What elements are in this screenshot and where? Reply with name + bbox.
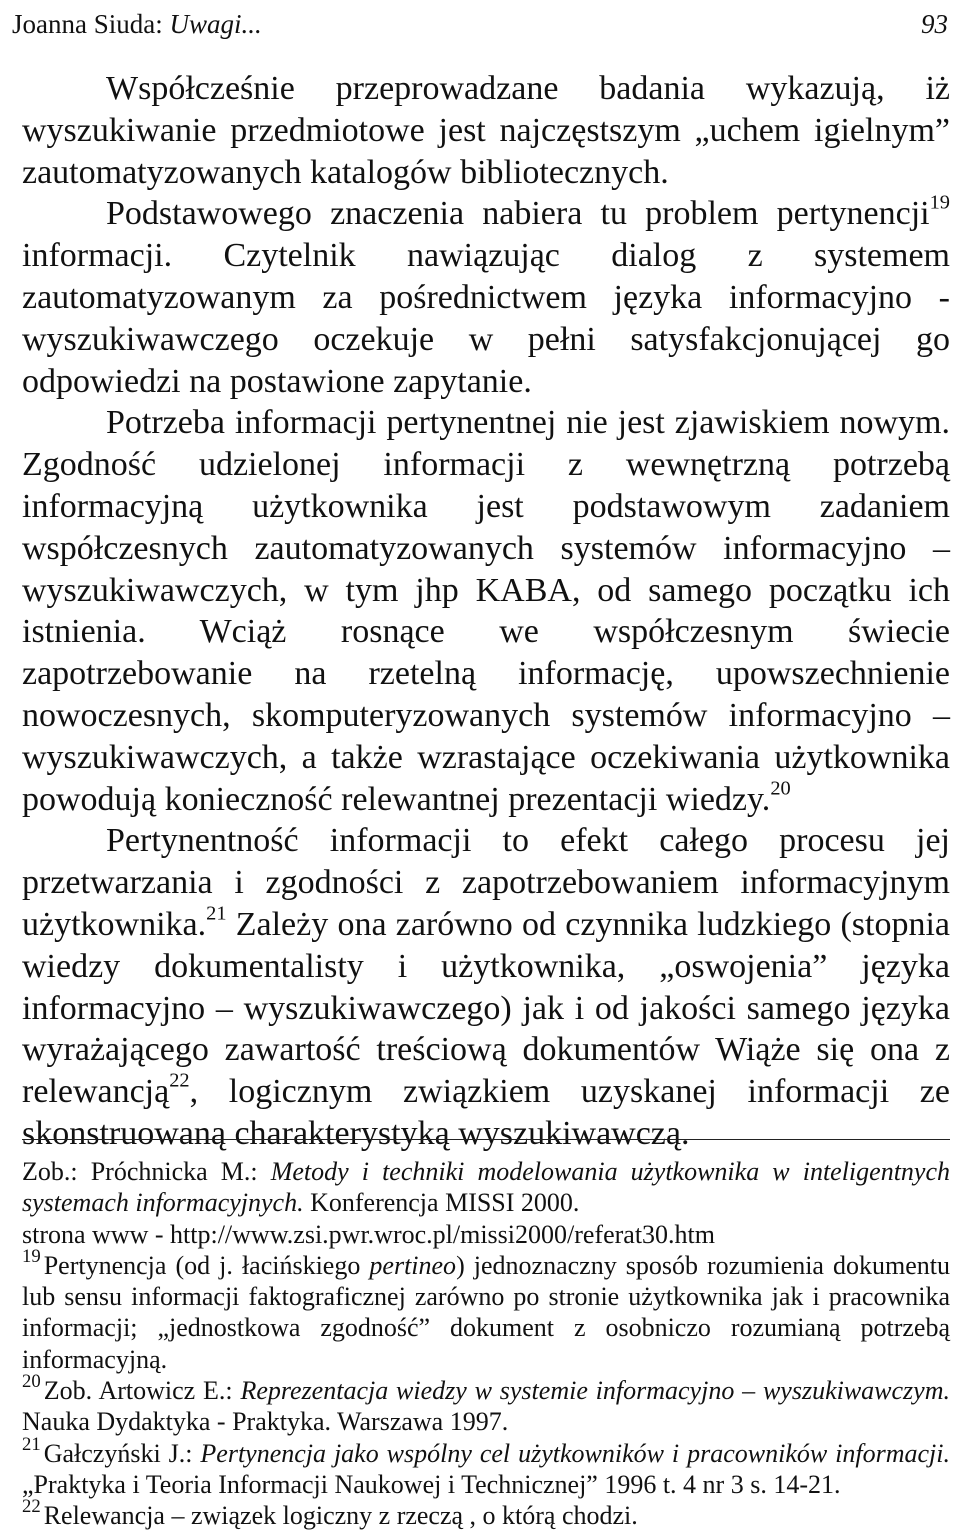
page-number: 93 [921,9,948,39]
paragraph-2-text-a: Podstawowego znaczenia nabiera tu problem pertynencji [106,195,930,233]
footnote-19 [22,1245,950,1375]
footnote-19-number: 19 [22,1245,41,1267]
footnote-22-number: 22 [22,1496,41,1518]
footnote-21-text-b: „Praktyka i Teoria Informacji Naukowej i Technicznej” 1996 t. 4 nr 3 s. 14-21. [22,1469,841,1499]
article-short-title: Uwagi... [169,9,262,39]
paragraph-4-text-a: Pertynentność informacji to efekt całego procesu jej przetwarzania i zgodności z zapotrzebowaniem informacyjnym użytkownika. [22,822,950,943]
paragraph-2 [22,193,950,402]
footnote-21-number: 21 [22,1433,41,1455]
footnote-20-text-a: Zob. Artowicz E.: [43,1376,241,1406]
paragraph-4-text-c: , logicznym związkiem uzyskanej informacji ze skonstruowaną charakterystyką wyszukiwawczą. [22,1073,950,1152]
footnote-21-text-a: Gałczyński J.: [43,1438,201,1468]
body-text [22,68,950,1155]
footnote-22-text: Relewancja – związek logiczny z rzeczą , o którą chodzi. [43,1501,638,1531]
footnote-url-text: strona www - http://www.zsi.pwr.wroc.pl/missi2000/referat30.htm [22,1219,715,1249]
paragraph-1-text: Współcześnie przeprowadzane badania wykazują, iż wyszukiwanie przedmiotowe jest najczęstszym „uchem igielnym” zautomatyzowanych katalogów bibliotecznych. [22,70,950,191]
author-name: Joanna Siuda: [12,9,170,39]
footnote-ref-20: 20 [770,777,791,800]
footnote-19-term: pertineo [369,1250,457,1280]
paragraph-3-text: Potrzeba informacji pertynentnej nie jest zjawiskiem nowym. Zgodność udzielonej informacji z wewnętrzną potrzebą informacyjną użytkownika jest podstawowym zadaniem współczesnych zautomatyzowanych systemów informacyjno – wyszukiwawczych, w tym jhp KABA, od samego początku ich istnienia. Wciąż rosnące we współczesnym świecie zapotrzebowanie na rzetelną informację, upowszechnienie nowoczesnych, skomputeryzowanych systemów informacyjno – wyszukiwawczych, a także wzrastające oczekiwania użytkownika powodują konieczność relewantnej prezentacji wiedzy. [22,404,950,818]
paragraph-3 [22,402,950,820]
footnote-20-title: Reprezentacja wiedzy w systemie informacyjno – wyszukiwawczym. [240,1376,950,1406]
footnote-19-text-a: Pertynencja (od j. łacińskiego [43,1250,370,1280]
footnote-20-number: 20 [22,1370,41,1392]
footnote-continued [22,1156,950,1219]
footnote-continued-text-a: Zob.: Próchnicka M.: [22,1157,271,1186]
footnote-ref-19: 19 [929,192,950,215]
footnote-ref-22: 22 [169,1069,190,1092]
paragraph-4-text-b: Zależy ona zarówno od czynnika ludzkiego (stopnia wiedzy dokumentalisty i użytkownika, „oswojenia” języka informacyjno – wyszukiwawczego) jak i od jakości samego języka wyrażającego zawartość treściową dokumentów Wiąże się ona z relewancją [22,905,950,1111]
paragraph-2-text-b: informacji. Czytelnik nawiązując dialog z systemem zautomatyzowanym za pośrednictwem języka informacyjno - wyszukiwawczego oczekuje w pełni satysfakcjonującej go odpowiedzi na postawione zapytanie. [22,237,950,400]
footnote-21-title: Pertynencja jako wspólny cel użytkowników i pracowników informacji. [200,1438,950,1468]
footnote-ref-21: 21 [206,902,227,925]
footnote-20-text-b: Nauka Dydaktyka - Praktyka. Warszawa 1997. [22,1407,509,1437]
footnote-separator [22,1139,950,1140]
footnote-21 [22,1433,950,1501]
running-header [12,6,948,42]
footnote-continued-url [22,1219,950,1250]
paragraph-4 [22,820,950,1154]
footnote-19-text-b: ) jednoznaczny sposób rozumienia dokumentu lub sensu informacji faktograficznej zarówno po stronie użytkownika jak i pracownika informacji; „jednostkowa zgodność” dokument z osobniczo rozumianą potrzebą informacyjną. [22,1250,950,1374]
paragraph-1 [22,68,950,193]
footnote-22 [22,1496,950,1531]
footnote-continued-text-b: Konferencja MISSI 2000. [303,1188,580,1218]
running-title [12,6,262,42]
footnote-continued-title: Metody i techniki modelowania użytkownika w inteligentnych systemach informacyjnych. [22,1157,950,1218]
footnote-20 [22,1370,950,1438]
footnotes [22,1156,950,1532]
